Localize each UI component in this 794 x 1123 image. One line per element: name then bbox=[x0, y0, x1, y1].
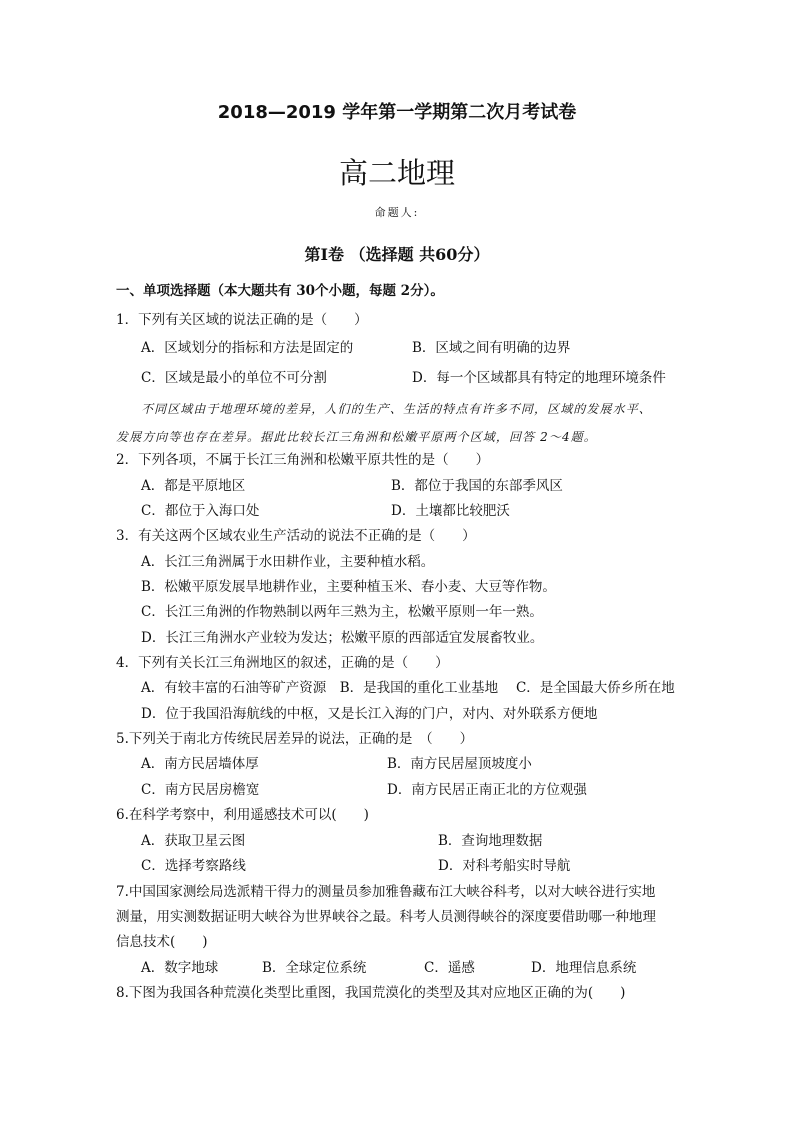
question-stem: 2．下列各项，不属于长江三角洲和松嫩平原共性的是（ ） bbox=[116, 452, 490, 468]
option-c: C．南方民居房檐宽 bbox=[141, 782, 260, 798]
option-d: D．对科考船实时导航 bbox=[438, 858, 571, 874]
option-b: B．区域之间有明确的边界 bbox=[412, 340, 571, 356]
option-d: D．地理信息系统 bbox=[531, 960, 637, 976]
option-d: D．每一个区域都具有特定的地理环境条件 bbox=[412, 370, 666, 386]
author-label: 命题人: bbox=[374, 206, 420, 219]
option-a: A．长江三角洲属于水田耕作业，主要种植水稻。 bbox=[141, 554, 435, 570]
option-c: C．长江三角洲的作物熟制以两年三熟为主，松嫩平原则一年一熟。 bbox=[141, 604, 543, 620]
option-c: C．都位于入海口处 bbox=[141, 503, 260, 519]
question-stem: 8.下图为我国各种荒漠化类型比重图，我国荒漠化的类型及其对应地区正确的为( ) bbox=[116, 985, 626, 1001]
subject-title: 高二地理 bbox=[338, 156, 455, 190]
option-b: B．都位于我国的东部季风区 bbox=[391, 478, 563, 494]
question-stem: 3．有关这两个区域农业生产活动的说法不正确的是（ ） bbox=[116, 528, 476, 544]
option-b: B．南方民居屋顶坡度小 bbox=[387, 756, 532, 772]
option-a: A．区域划分的指标和方法是固定的 bbox=[141, 340, 354, 356]
option-a: A．都是平原地区 bbox=[141, 478, 246, 494]
option-a: A．数字地球 bbox=[141, 960, 219, 976]
part-title: 一、单项选择题（本大题共有 30个小题，每题 2分）。 bbox=[116, 283, 444, 299]
question-stem: 1．下列有关区域的说法正确的是（ ） bbox=[116, 312, 368, 328]
option-a: A．获取卫星云图 bbox=[141, 833, 246, 849]
option-d: D．位于我国沿海航线的中枢，又是长江入海的门户，对内、对外联系方便地 bbox=[141, 706, 598, 722]
option-abc: A．有较丰富的石油等矿产资源 B．是我国的重化工业基地 C．是全国最大侨乡所在地 bbox=[141, 680, 675, 696]
option-c: C．选择考察路线 bbox=[141, 858, 246, 874]
option-d: D．南方民居正南正北的方位观强 bbox=[387, 782, 587, 798]
question-stem-line-3: 信息技术( ) bbox=[116, 934, 208, 950]
question-stem: 6.在科学考察中，利用遥感技术可以( ) bbox=[116, 807, 369, 823]
question-stem: 5.下列关于南北方传统民居差异的说法，正确的是 （ ） bbox=[116, 731, 474, 747]
option-d: D．土壤都比较肥沃 bbox=[391, 503, 510, 519]
exam-title: 2018—2019 学年第一学期第二次月考试卷 bbox=[217, 102, 577, 123]
question-stem-line-1: 7.中国国家测绘局选派精干得力的测量员参加雅鲁藏布江大峡谷科考，以对大峡谷进行实地 bbox=[116, 884, 656, 900]
option-b: B．查询地理数据 bbox=[438, 833, 543, 849]
option-b: B．松嫩平原发展旱地耕作业，主要种植玉米、春小麦、大豆等作物。 bbox=[141, 579, 556, 595]
option-b: B．全球定位系统 bbox=[262, 960, 367, 976]
option-c: C．遥感 bbox=[424, 960, 475, 976]
question-stem-line-2: 测量，用实测数据证明大峡谷为世界峡谷之最。科考人员测得峡谷的深度要借助哪一种地理 bbox=[116, 909, 656, 925]
passage-line-1: 不同区域由于地理环境的差异，人们的生产、生活的特点有许多不同，区域的发展水平、 bbox=[141, 402, 652, 416]
option-a: A．南方民居墙体厚 bbox=[141, 756, 259, 772]
option-d: D．长江三角洲水产业较为发达；松嫩平原的西部适宜发展畜牧业。 bbox=[141, 630, 544, 646]
option-c: C．区域是最小的单位不可分割 bbox=[141, 370, 327, 386]
passage-line-2: 发展方向等也存在差异。据此比较长江三角洲和松嫩平原两个区域，回答 2～4题。 bbox=[116, 430, 597, 444]
section-title: 第Ⅰ卷 （选择题 共60分） bbox=[304, 245, 490, 264]
question-stem: 4．下列有关长江三角洲地区的叙述，正确的是（ ） bbox=[116, 655, 449, 671]
